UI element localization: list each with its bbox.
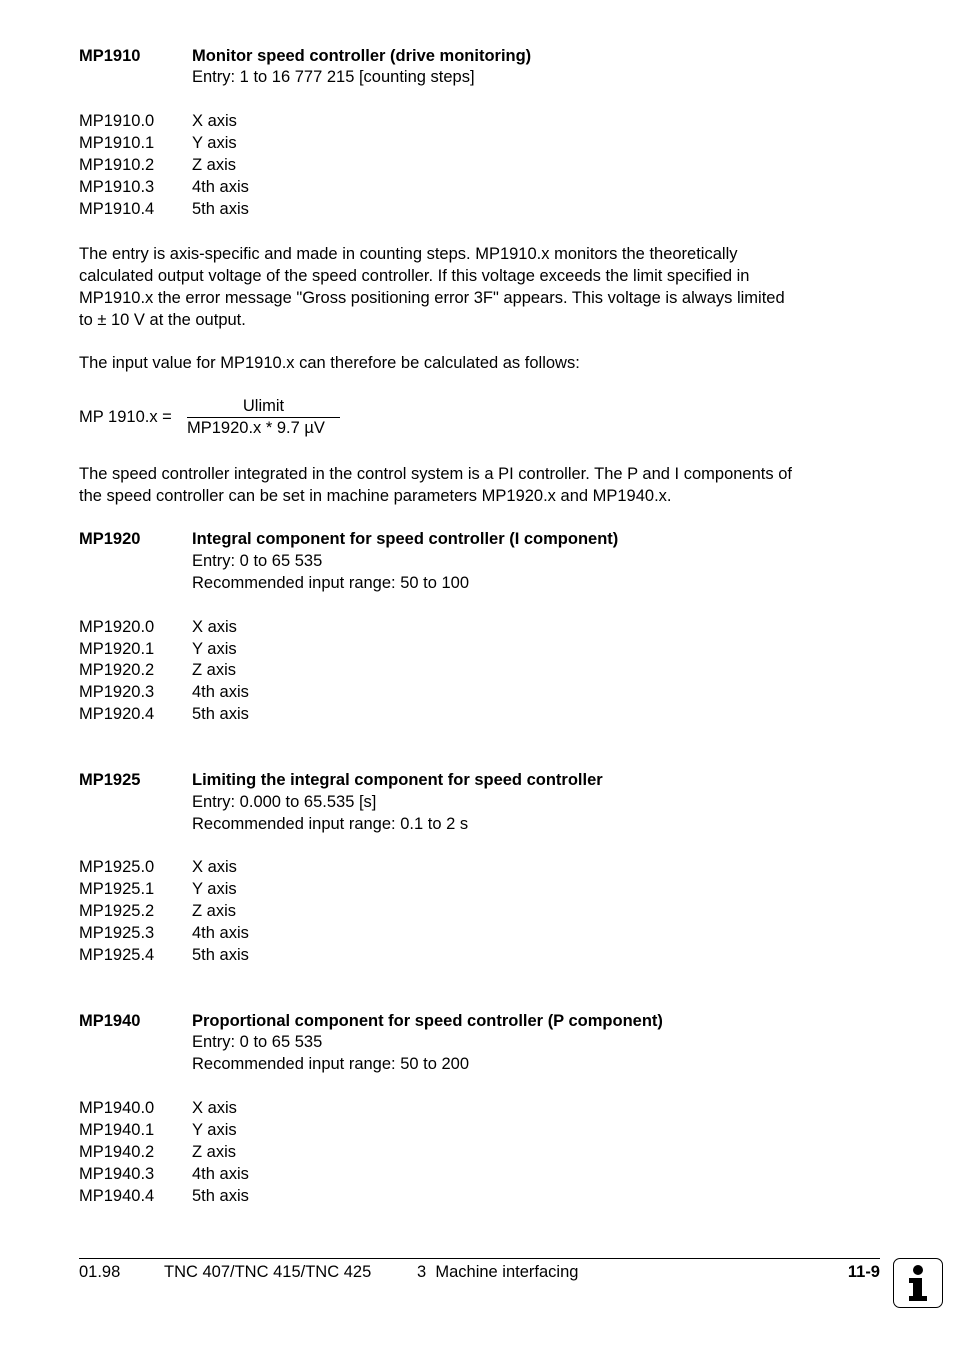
section-recommended-mp1920: Recommended input range: 50 to 100 <box>192 574 470 592</box>
axis-name: 4th axis <box>192 683 249 701</box>
axis-name: Y axis <box>192 640 237 658</box>
formula-numerator: Ulimit <box>187 396 340 418</box>
footer-date: 01.98 <box>79 1263 121 1281</box>
axis-name: Y axis <box>192 880 237 898</box>
axis-param: MP1925.0 <box>79 858 155 876</box>
axis-name: Z axis <box>192 902 237 920</box>
axis-param: MP1925.4 <box>79 946 155 964</box>
footer-product: TNC 407/TNC 415/TNC 425 <box>164 1263 372 1281</box>
axis-name: 5th axis <box>192 705 249 723</box>
paragraph-pi-controller: The speed controller integrated in the control system is a PI controller. The P and I components of the speed controller can be set in machine parameters MP1920.x and MP1940.x. <box>79 465 792 505</box>
footer-chapter: 3 Machine interfacing <box>417 1263 579 1281</box>
axis-param: MP1920.0 <box>79 618 155 636</box>
axis-param: MP1910.0 <box>79 112 155 130</box>
section-id-mp1910: MP1910 <box>79 47 141 65</box>
section-id-mp1940: MP1940 <box>79 1012 141 1030</box>
section-title-mp1920: Integral component for speed controller (I component) <box>192 530 619 548</box>
section-id-mp1920: MP1920 <box>79 530 141 548</box>
axis-param: MP1920.2 <box>79 661 155 679</box>
section-recommended-mp1940: Recommended input range: 50 to 200 <box>192 1055 470 1073</box>
section-title-mp1925: Limiting the integral component for speed controller <box>192 771 603 789</box>
axis-param: MP1940.4 <box>79 1187 155 1205</box>
axis-param: MP1910.1 <box>79 134 155 152</box>
axis-param: MP1910.3 <box>79 178 155 196</box>
section-entry-mp1910: Entry: 1 to 16 777 215 [counting steps] <box>192 68 475 86</box>
axis-param: MP1940.2 <box>79 1143 155 1161</box>
section-title-mp1940: Proportional component for speed controller (P component) <box>192 1012 663 1030</box>
axis-param: MP1910.2 <box>79 156 155 174</box>
axis-name: 4th axis <box>192 1165 249 1183</box>
section-entry-mp1940: Entry: 0 to 65 535 <box>192 1033 323 1051</box>
axis-param: MP1920.1 <box>79 640 155 658</box>
formula-fraction <box>187 396 340 438</box>
axis-name: 5th axis <box>192 1187 249 1205</box>
section-id-mp1925: MP1925 <box>79 771 141 789</box>
section-recommended-mp1925: Recommended input range: 0.1 to 2 s <box>192 815 469 833</box>
axis-name: X axis <box>192 618 237 636</box>
paragraph-axis-specific: The entry is axis-specific and made in counting steps. MP1910.x monitors the theoretically calculated output voltage of the speed controller. If this voltage exceeds the limit specified in MP1910.x the error message "Gross positioning error 3F" appears. This voltage is always limited to ± 10 V at the output. <box>79 245 785 329</box>
axis-name: 5th axis <box>192 946 249 964</box>
axis-name: X axis <box>192 112 237 130</box>
axis-name: X axis <box>192 1099 237 1117</box>
formula-lhs: MP 1910.x = <box>79 408 172 426</box>
axis-param: MP1925.3 <box>79 924 155 942</box>
footer-rule <box>79 1258 880 1259</box>
axis-name: Y axis <box>192 134 237 152</box>
axis-param: MP1940.0 <box>79 1099 155 1117</box>
axis-param: MP1940.3 <box>79 1165 155 1183</box>
axis-param: MP1910.4 <box>79 200 155 218</box>
axis-param: MP1925.2 <box>79 902 155 920</box>
page-number: 11-9 <box>847 1263 880 1281</box>
axis-name: 4th axis <box>192 178 249 196</box>
axis-param: MP1920.3 <box>79 683 155 701</box>
axis-name: 4th axis <box>192 924 249 942</box>
axis-name: X axis <box>192 858 237 876</box>
axis-param: MP1925.1 <box>79 880 155 898</box>
axis-name: 5th axis <box>192 200 249 218</box>
paragraph-input-value: The input value for MP1910.x can therefore be calculated as follows: <box>79 354 580 372</box>
axis-param: MP1920.4 <box>79 705 155 723</box>
axis-param: MP1940.1 <box>79 1121 155 1139</box>
info-icon <box>893 1258 943 1308</box>
axis-name: Z axis <box>192 661 237 679</box>
formula-denominator: MP1920.x * 9.7 µV <box>187 419 325 437</box>
section-title-mp1910: Monitor speed controller (drive monitoring) <box>192 47 532 65</box>
axis-name: Z axis <box>192 156 237 174</box>
axis-name: Y axis <box>192 1121 237 1139</box>
section-entry-mp1925: Entry: 0.000 to 65.535 [s] <box>192 793 377 811</box>
section-entry-mp1920: Entry: 0 to 65 535 <box>192 552 323 570</box>
axis-name: Z axis <box>192 1143 237 1161</box>
